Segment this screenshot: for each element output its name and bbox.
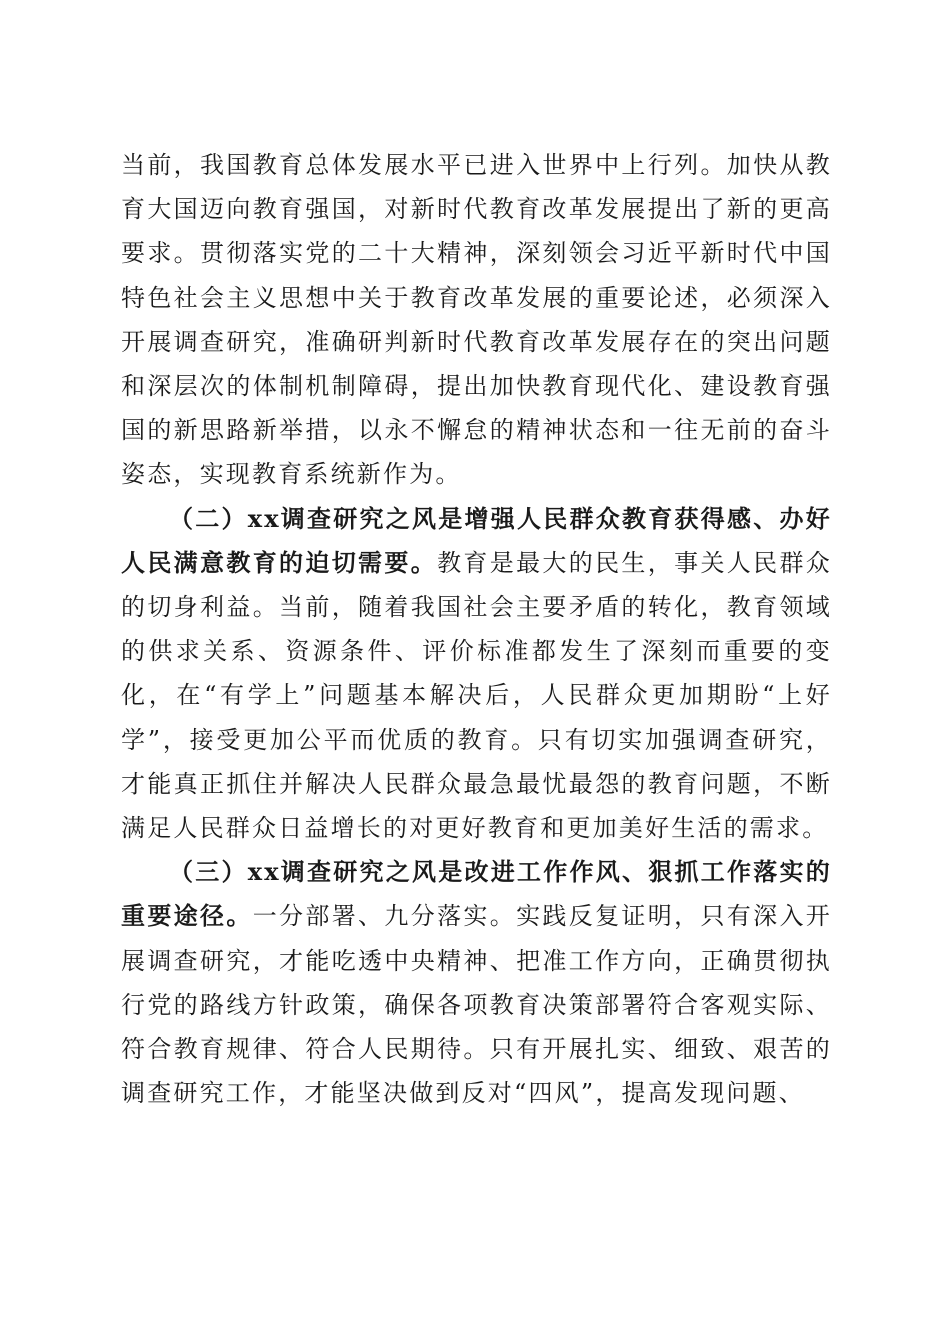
paragraph-intro-text: 当前，我国教育总体发展水平已进入世界中上行列。加快从教育大国迈向教育强国，对新时代教育改革发展提出了新的更高要求。贯彻落实党的二十大精神，深刻领会习近平新时代中国特色社会主义思想中关于教育改革发展的重要论述，必须深入开展调查研究，准确研判新时代教育改革发展存在的突出问题和深层次的体制机制障碍，提出加快教育现代化、建设教育强国的新思路新举措，以永不懈怠的精神状态和一往无前的奋斗姿态，实现教育系统新作为。 [121, 151, 832, 489]
section-3-paragraph [121, 850, 832, 1115]
section-2-heading: （二）xx调查研究之风是增强人民群众教育获得感、办好人民满意教育的迫切需要。 [121, 503, 832, 577]
section-3-body: 一分部署、九分落实。实践反复证明，只有深入开展调查研究，才能吃透中央精神、把准工作方向，正确贯彻执行党的路线方针政策，确保各项教育决策部署符合客观实际、符合教育规律、符合人民期待。只有开展扎实、细致、艰苦的调查研究工作，才能坚决做到反对“四风”，提高发现问题、 [121, 902, 833, 1108]
section-2-paragraph [121, 497, 832, 851]
document-body [121, 143, 832, 1115]
section-2-body: 教育是最大的民生，事关人民群众的切身利益。当前，随着我国社会主要矛盾的转化，教育领域的供求关系、资源条件、评价标准都发生了深刻而重要的变化，在“有学上”问题基本解决后，人民群众更加期盼“上好学”，接受更加公平而优质的教育。只有切实加强调查研究，才能真正抓住并解决人民群众最急最忧最怨的教育问题，不断满足人民群众日益增长的对更好教育和更加美好生活的需求。 [121, 548, 832, 843]
paragraph-intro [121, 143, 832, 497]
section-3-heading: （三）xx调查研究之风是改进工作作风、狠抓工作落实的重要途径。 [121, 857, 832, 931]
